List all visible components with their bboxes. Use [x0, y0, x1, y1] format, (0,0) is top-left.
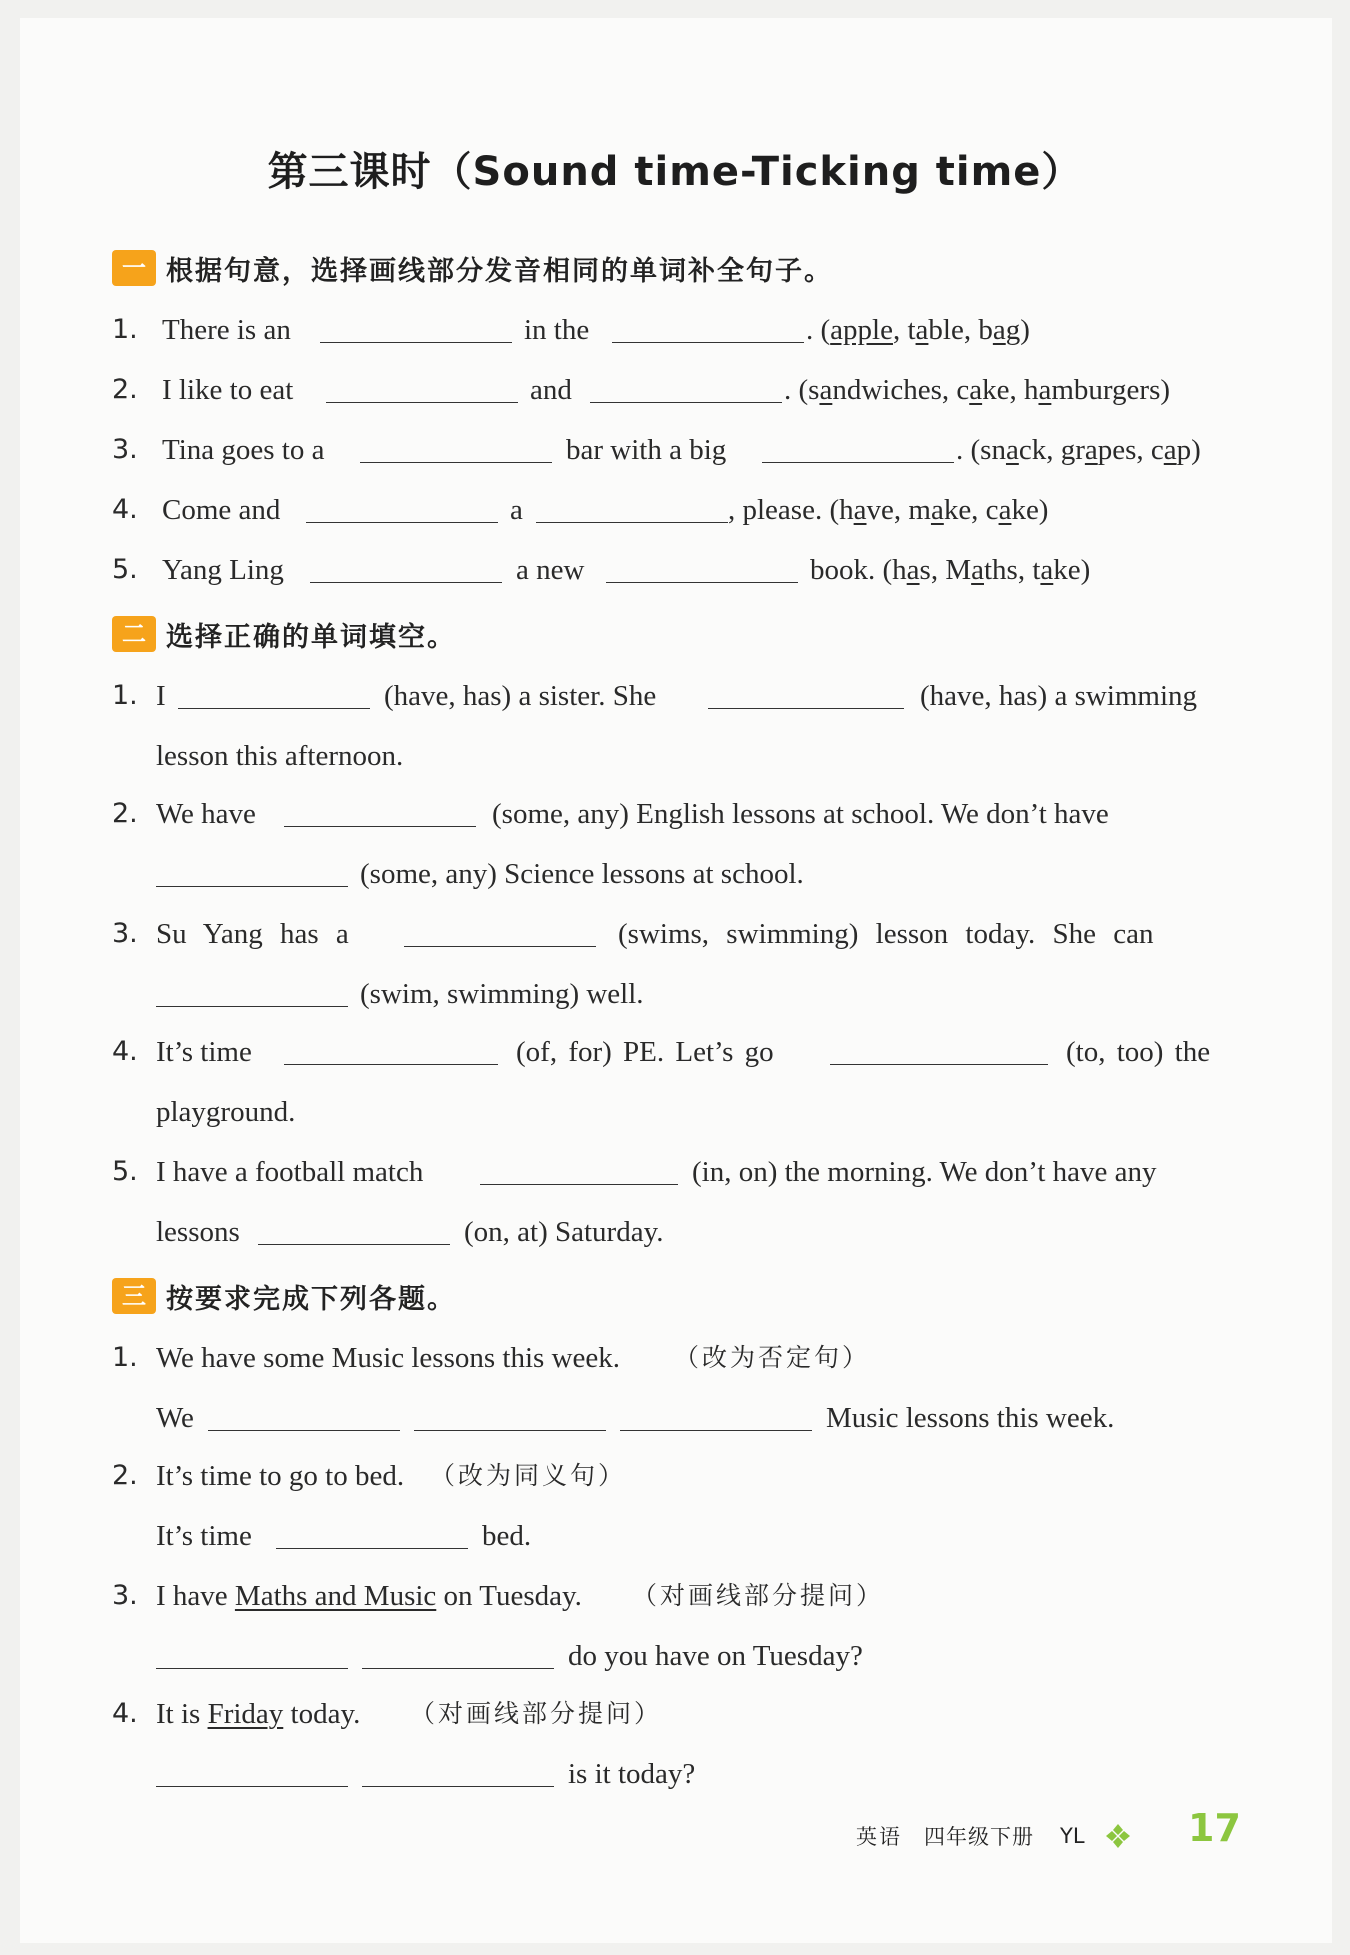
text: (to, too) the — [1066, 1036, 1211, 1068]
text: bar with a big — [566, 434, 727, 466]
p2-question-4 — [112, 1030, 1236, 1074]
text: a — [510, 494, 523, 526]
answer-blank[interactable] — [404, 946, 596, 947]
text: (have, has) a sister. She — [384, 680, 657, 712]
text: I have Maths and Music on Tuesday. — [156, 1580, 582, 1612]
p2-question-2-cont — [112, 852, 1236, 896]
p3-question-1 — [112, 1336, 1236, 1380]
text: in the — [524, 314, 590, 346]
section-2-title: 选择正确的单词填空。 — [166, 621, 456, 653]
question-number: 5. — [112, 1156, 138, 1187]
text: We have — [156, 798, 256, 830]
answer-blank[interactable] — [156, 1006, 348, 1007]
question-number: 2. — [112, 1460, 138, 1491]
answer-blank[interactable] — [606, 582, 798, 583]
section-3-header — [112, 1274, 456, 1318]
text: I have a football match — [156, 1156, 424, 1188]
footer-edition: YL — [1060, 1824, 1085, 1848]
word-choices: , please. (have, make, cake) — [728, 494, 1049, 526]
p3-question-1-answer — [112, 1396, 1236, 1440]
answer-blank[interactable] — [310, 582, 502, 583]
p2-question-4-cont — [112, 1090, 1236, 1134]
answer-blank[interactable] — [362, 1668, 554, 1669]
text: lesson this afternoon. — [156, 740, 404, 772]
word-choices: book. (has, Maths, take) — [810, 554, 1091, 586]
answer-blank[interactable] — [360, 462, 552, 463]
answer-blank[interactable] — [178, 708, 370, 709]
instruction-hint: （改为否定句） — [674, 1343, 871, 1372]
word-choices: . (snack, grapes, cap) — [956, 434, 1201, 466]
p2-question-3-cont — [112, 972, 1236, 1016]
question-number: 4. — [112, 1036, 138, 1067]
p3-question-3-answer — [112, 1634, 1236, 1678]
text: There is an — [162, 314, 291, 346]
text: We — [156, 1402, 194, 1434]
answer-blank[interactable] — [320, 342, 512, 343]
question-number: 4. — [112, 494, 138, 525]
section-1-badge: 一 — [112, 250, 156, 286]
text: Music lessons this week. — [826, 1402, 1115, 1434]
answer-blank[interactable] — [284, 1064, 498, 1065]
footer-subject: 英语 — [856, 1825, 902, 1849]
answer-blank[interactable] — [536, 522, 728, 523]
text: (some, any) Science lessons at school. — [360, 858, 804, 890]
p1-question-1 — [112, 308, 1236, 352]
answer-blank[interactable] — [620, 1430, 812, 1431]
text: (swim, swimming) well. — [360, 978, 644, 1010]
question-number: 3. — [112, 1580, 138, 1611]
text: (have, has) a swimming — [920, 680, 1198, 712]
text: I like to eat — [162, 374, 294, 406]
answer-blank[interactable] — [362, 1786, 554, 1787]
text: Come and — [162, 494, 281, 526]
p2-question-5-cont — [112, 1210, 1236, 1254]
word-choices: . (sandwiches, cake, hamburgers) — [784, 374, 1171, 406]
instruction-hint: （对画线部分提问） — [410, 1699, 663, 1728]
text: (some, any) English lessons at school. We don’t have — [492, 798, 1109, 830]
text: (on, at) Saturday. — [464, 1216, 664, 1248]
question-number: 3. — [112, 434, 138, 465]
text: Tina goes to a — [162, 434, 325, 466]
text: playground. — [156, 1096, 296, 1128]
p3-question-4-answer — [112, 1752, 1236, 1796]
p2-question-1 — [112, 674, 1236, 718]
question-number: 1. — [112, 314, 138, 345]
word-choices: . (apple, table, bag) — [806, 314, 1030, 346]
answer-blank[interactable] — [612, 342, 804, 343]
footer-grade: 四年级下册 — [924, 1825, 1034, 1849]
section-1-header — [112, 246, 833, 290]
page-number: 17 — [1188, 1806, 1241, 1850]
question-number: 4. — [112, 1698, 138, 1729]
answer-blank[interactable] — [284, 826, 476, 827]
text: (of, for) PE. Let’s go — [516, 1036, 774, 1068]
text: bed. — [482, 1520, 532, 1552]
question-number: 5. — [112, 554, 138, 585]
question-number: 2. — [112, 374, 138, 405]
p1-question-3 — [112, 428, 1236, 472]
p2-question-3 — [112, 912, 1236, 956]
lesson-title: 第三课时（Sound time-Ticking time） — [267, 149, 1083, 195]
question-number: 1. — [112, 1342, 138, 1373]
answer-blank[interactable] — [156, 886, 348, 887]
answer-blank[interactable] — [156, 1668, 348, 1669]
text: Yang Ling — [162, 554, 284, 586]
p3-question-2 — [112, 1454, 1236, 1498]
answer-blank[interactable] — [208, 1430, 400, 1431]
text: is it today? — [568, 1758, 696, 1790]
text: I — [156, 680, 166, 712]
answer-blank[interactable] — [258, 1244, 450, 1245]
p3-question-3 — [112, 1574, 1236, 1618]
text: and — [530, 374, 572, 406]
clover-icon — [1105, 1823, 1131, 1849]
answer-blank[interactable] — [830, 1064, 1048, 1065]
p2-question-5 — [112, 1150, 1236, 1194]
text: a new — [516, 554, 585, 586]
text: lessons — [156, 1216, 240, 1248]
answer-blank[interactable] — [306, 522, 498, 523]
section-3-title: 按要求完成下列各题。 — [166, 1283, 456, 1315]
text: Su Yang has a — [156, 918, 349, 950]
question-number: 2. — [112, 798, 138, 829]
answer-blank[interactable] — [762, 462, 954, 463]
section-1-title: 根据句意，选择画线部分发音相同的单词补全句子。 — [166, 255, 833, 287]
question-number: 3. — [112, 918, 138, 949]
answer-blank[interactable] — [414, 1430, 606, 1431]
answer-blank[interactable] — [708, 708, 904, 709]
p1-question-2 — [112, 368, 1236, 412]
answer-blank[interactable] — [156, 1786, 348, 1787]
text: We have some Music lessons this week. — [156, 1342, 620, 1374]
answer-blank[interactable] — [326, 402, 518, 403]
answer-blank[interactable] — [590, 402, 782, 403]
p3-question-4 — [112, 1692, 1236, 1736]
answer-blank[interactable] — [480, 1184, 678, 1185]
instruction-hint: （对画线部分提问） — [632, 1581, 885, 1610]
p1-question-5 — [112, 548, 1236, 592]
section-2-header — [112, 612, 456, 656]
text: do you have on Tuesday? — [568, 1640, 863, 1672]
section-2-badge: 二 — [112, 616, 156, 652]
text: It’s time — [156, 1036, 252, 1068]
section-3-badge: 三 — [112, 1278, 156, 1314]
text: It’s time to go to bed. — [156, 1460, 405, 1492]
page-footer — [856, 1812, 1131, 1860]
answer-blank[interactable] — [276, 1548, 468, 1549]
text: It’s time — [156, 1520, 252, 1552]
text: (in, on) the morning. We don’t have any — [692, 1156, 1157, 1188]
p2-question-1-cont — [112, 734, 1236, 778]
text: It is Friday today. — [156, 1698, 361, 1730]
p2-question-2 — [112, 792, 1236, 836]
p1-question-4 — [112, 488, 1236, 532]
question-number: 1. — [112, 680, 138, 711]
text: (swims, swimming) lesson today. She can — [618, 918, 1154, 950]
instruction-hint: （改为同义句） — [430, 1461, 627, 1490]
p3-question-2-answer — [112, 1514, 1236, 1558]
